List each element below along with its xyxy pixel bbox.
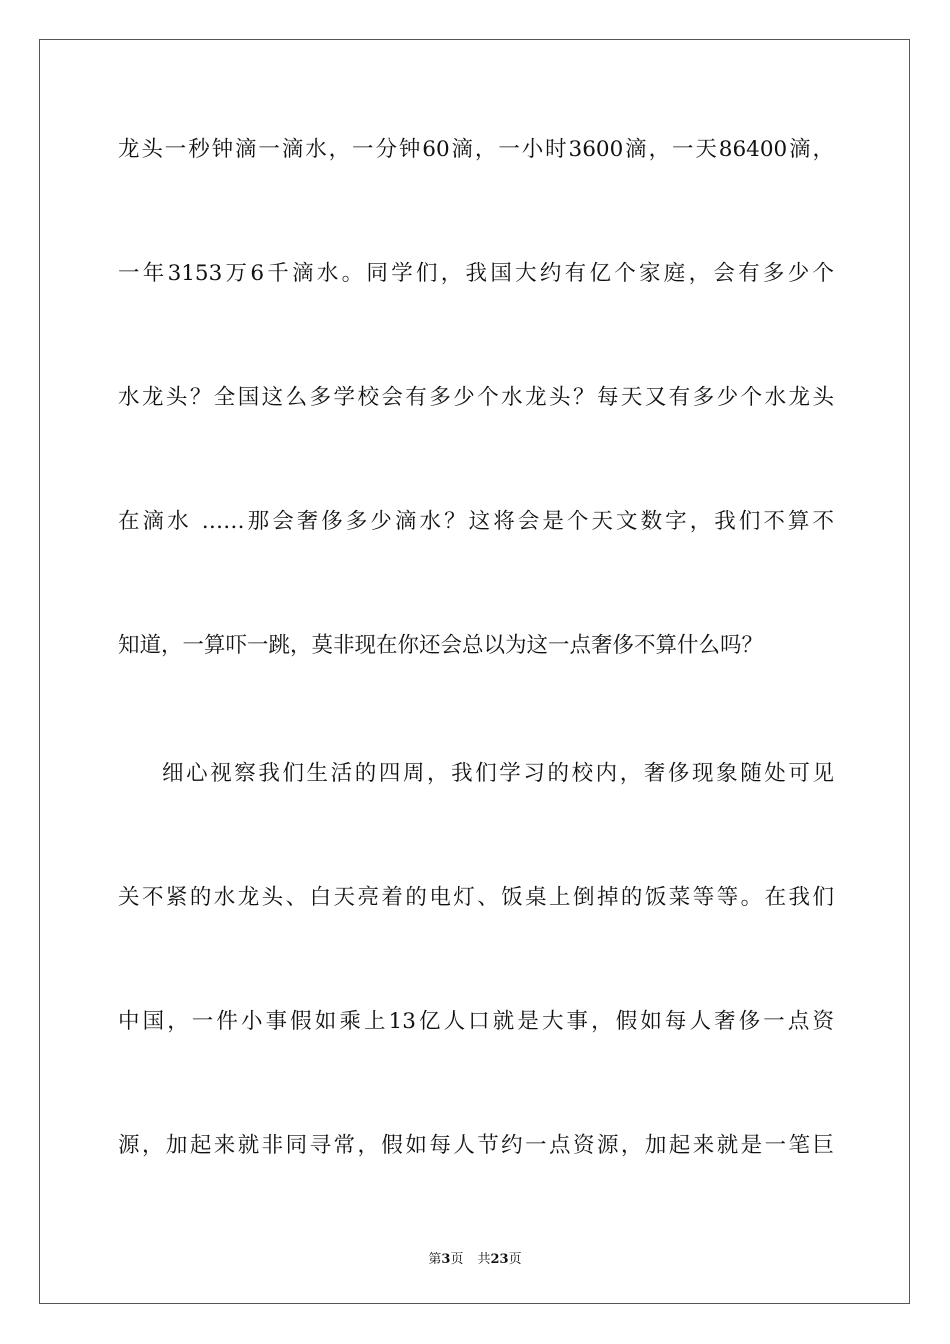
text-line-9: 源，加起来就非同寻常，假如每人节约一点资源，加起来就是一笔巨	[118, 1133, 834, 1158]
text-line-4: 在滴水 ……那会奢侈多少滴水？这将会是个天文数字，我们不算不	[118, 509, 834, 534]
footer-page-prefix: 第	[428, 1252, 442, 1267]
paragraph-first-line: 细心视察我们生活的四周，我们学习的校内，奢侈现象随处可见	[162, 761, 834, 786]
text-line-3: 水龙头？全国这么多学校会有多少个水龙头？每天又有多少个水龙头	[118, 385, 834, 410]
footer-page-suffix: 页	[450, 1252, 464, 1267]
text-line-1: 龙头一秒钟滴一滴水，一分钟60滴，一小时3600滴，一天86400滴，	[118, 137, 834, 162]
footer-total-pages: 23	[490, 1252, 509, 1267]
text-line-8: 中国，一件小事假如乘上13亿人口就是大事，假如每人奢侈一点资	[118, 1009, 834, 1034]
footer-total-suffix: 页	[508, 1252, 522, 1267]
page-border	[39, 39, 910, 1304]
page-footer	[0, 1248, 950, 1267]
footer-page-number: 3	[441, 1252, 451, 1267]
text-line-2: 一年3153万6千滴水。同学们，我国大约有亿个家庭，会有多少个	[118, 261, 834, 286]
text-line-7: 关不紧的水龙头、白天亮着的电灯、饭桌上倒掉的饭菜等等。在我们	[118, 885, 834, 910]
text-line-5: 知道，一算吓一跳，莫非现在你还会总以为这一点奢侈不算什么吗？	[118, 633, 764, 658]
footer-total-prefix: 共	[477, 1252, 491, 1267]
